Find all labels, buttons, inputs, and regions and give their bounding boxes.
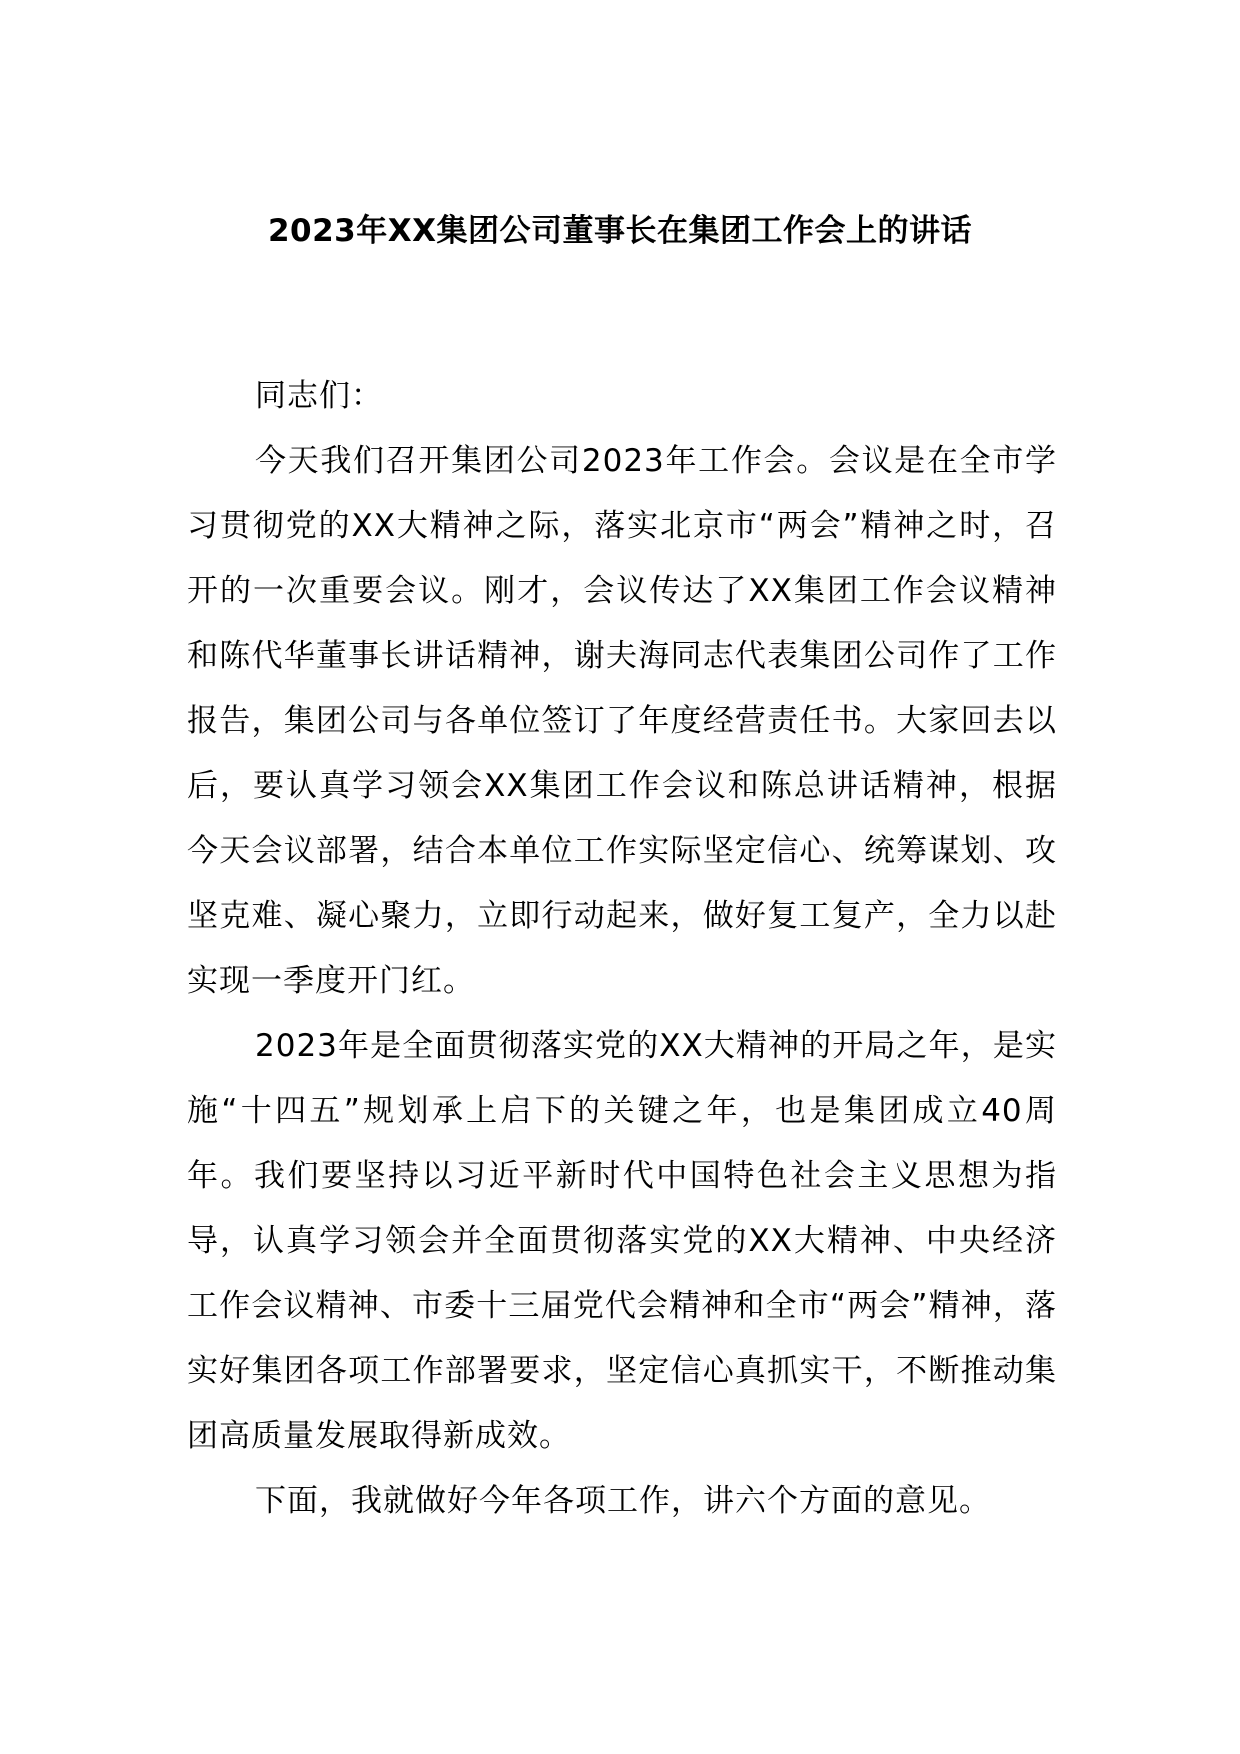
document-title: 2023年XX集团公司董事长在集团工作会上的讲话 [267,213,973,249]
document-body [187,364,1057,1534]
paragraph-3: 下面，我就做好今年各项工作，讲六个方面的意见。 [255,1483,991,1519]
paragraph-2: 2023年是全面贯彻落实党的XX大精神的开局之年，是实施“十四五”规划承上启下的关键之年，也是集团成立40周年。我们要坚持以习近平新时代中国特色社会主义思想为指导，认真学习领会并全面贯彻落实党的XX大精神、中央经济工作会议精神、市委十三届党代会精神和全市“两会”精神，落实好集团各项工作部署要求，坚定信心真抓实干，不断推动集团高质量发展取得新成效。 [187,1028,1057,1454]
paragraph-1: 今天我们召开集团公司2023年工作会。会议是在全市学习贯彻党的XX大精神之际，落实北京市“两会”精神之时，召开的一次重要会议。刚才，会议传达了XX集团工作会议精神和陈代华董事长讲话精神，谢夫海同志代表集团公司作了工作报告，集团公司与各单位签订了年度经营责任书。大家回去以后，要认真学习领会XX集团工作会议和陈总讲话精神，根据今天会议部署，结合本单位工作实际坚定信心、统筹谋划、攻坚克难、凝心聚力，立即行动起来，做好复工复产，全力以赴实现一季度开门红。 [187,443,1057,999]
greeting: 同志们： [255,378,383,414]
